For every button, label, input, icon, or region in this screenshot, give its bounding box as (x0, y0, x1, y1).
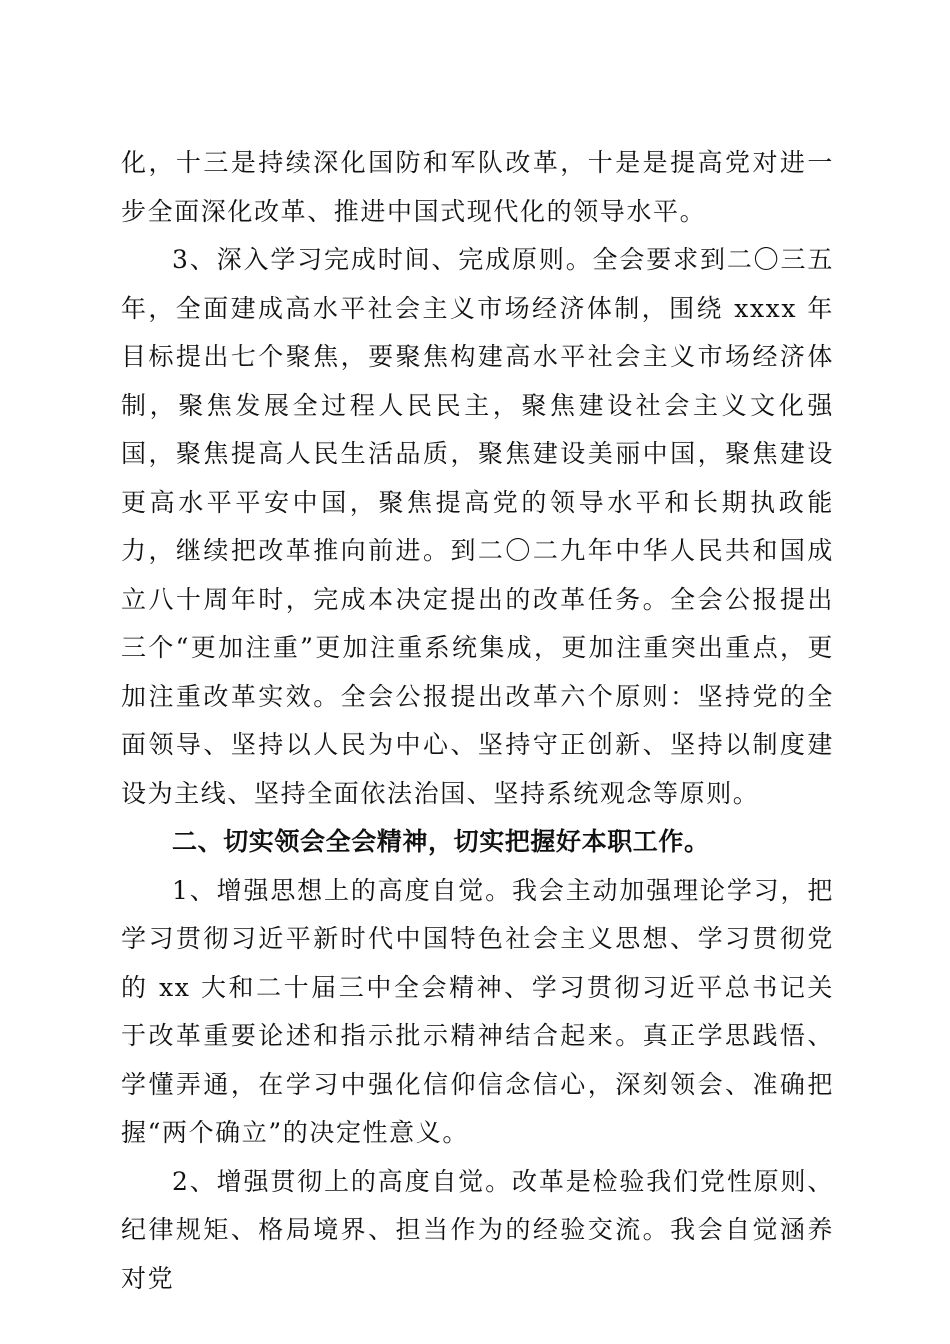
section-heading-two: 二、切实领会全会精神，切实把握好本职工作。 (172, 827, 710, 856)
document-body (121, 139, 834, 1303)
paragraph-continuation: 化，十三是持续深化国防和军队改革，十是是提高党对进一步全面深化改革、推进中国式现代化的领导水平。 (121, 148, 834, 226)
paragraph-item-2: 2、增强贯彻上的高度自觉。改革是检验我们党性原则、纪律规矩、格局境界、担当作为的经验交流。我会自觉涵养对党 (121, 1166, 834, 1293)
paragraph-item-1: 1、增强思想上的高度自觉。我会主动加强理论学习，把学习贯彻习近平新时代中国特色社会主义思想、学习贯彻党的 xx 大和二十届三中全会精神、学习贯彻习近平总书记关于改革重要论述和指示批示精神结合起来。真正学思践悟、学懂弄通，在学习中强化信仰信念信心，深刻领会、准确把握“两个确立”的决定性意义。 (121, 875, 834, 1147)
paragraph-section-3: 3、深入学习完成时间、完成原则。全会要求到二〇三五年，全面建成高水平社会主义市场经济体制，围绕 xxxx 年目标提出七个聚焦，要聚焦构建高水平社会主义市场经济体制，聚焦发展全过程人民民主，聚焦建设社会主义文化强国，聚焦提高人民生活品质，聚焦建设美丽中国，聚焦建设更高水平平安中国，聚焦提高党的领导水平和长期执政能力，继续把改革推向前进。到二〇二九年中华人民共和国成立八十周年时，完成本决定提出的改革任务。全会公报提出三个“更加注重”更加注重系统集成，更加注重突出重点，更加注重改革实效。全会公报提出改革六个原则：坚持党的全面领导、坚持以人民为中心、坚持守正创新、坚持以制度建设为主线、坚持全面依法治国、坚持系统观念等原则。 (121, 245, 834, 808)
